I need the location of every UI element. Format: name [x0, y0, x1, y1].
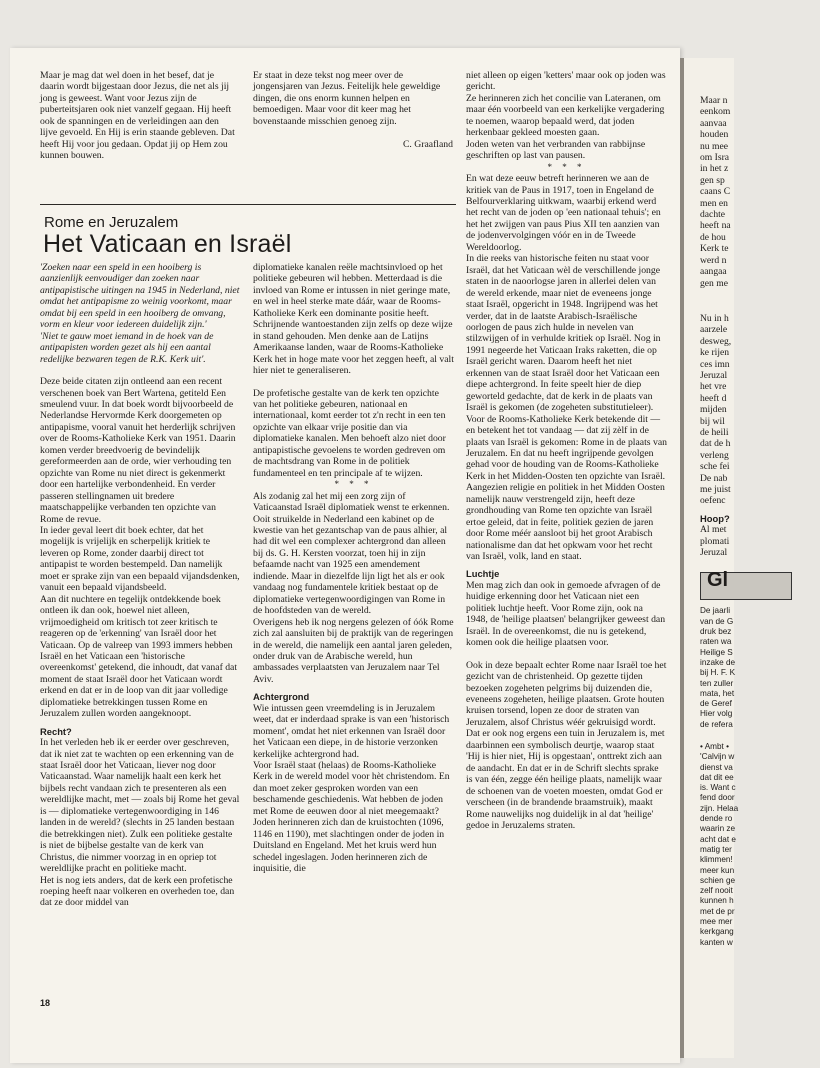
- signature: C. Graafland: [402, 139, 453, 151]
- next-page-line: van de G: [700, 616, 734, 626]
- next-page-line: ke rijen: [700, 347, 730, 359]
- next-page-text: [684, 58, 820, 948]
- next-page-block: [700, 606, 820, 730]
- paragraph: diplomatieke kanalen reële machtsinvloed op het politieke gebeuren wil hebben. Metterdaad is die invloed van Rome er intussen in niet geringe mate, en wel in heel sterke mate dáár, waar de Rooms-Katholieke Kerk een dominante positie heeft. Schrijnende wantoestanden zijn zelfs op deze wijze in stand gehouden. Men denke aan de Latijns Amerikaanse landen, waar de Rooms-Katholieke Kerk het in hoge mate voor het zeggen heeft, al valt hier niet te generaliseren.: [253, 262, 454, 377]
- article-title: Het Vaticaan en Israël: [43, 230, 292, 258]
- next-page-line: fend door: [700, 793, 735, 803]
- paragraph: In ieder geval leert dit boek echter, dat het mogelijk is vrijelijk en scherpelijk kritiek te leveren op Rome, zonder daarbij direct tot antipapist te worden bestempeld. Dan namelijk moet er sprake zijn van een bepaald vijandsdenken, vanuit een bepaald vijandsbeeld.: [40, 524, 240, 594]
- article-column-1: [40, 262, 240, 909]
- next-page-line: de hou: [700, 231, 726, 243]
- paragraph: Voor Israël staat (helaas) de Rooms-Katholieke Kerk in de wereld model voor hèt christendom. En dan moet zeker gesproken worden van een beschamende geschiedenis. Wat hebben de joden met Rome de eeuwen door al niet meegemaakt?: [253, 760, 450, 817]
- next-page-line: Al met: [700, 524, 727, 536]
- paragraph: Het is nog iets anders, dat de kerk een profetische roeping heeft naar volkeren en overheden toe, dan dat ze door middel van: [40, 874, 235, 909]
- next-page-line: het vre: [700, 381, 727, 393]
- next-page-line: men en: [700, 197, 728, 209]
- next-page-line: dat de h: [700, 438, 731, 450]
- next-page-line: heeft na: [700, 220, 731, 232]
- next-page-line: bij H. F. K: [700, 668, 736, 678]
- next-page-line: de refera: [700, 719, 733, 729]
- subheading: Achtergrond: [253, 691, 310, 703]
- next-page-line: Maar n: [700, 95, 728, 106]
- article-kicker: Rome en Jeruzalem: [44, 214, 179, 231]
- next-page-line: caans C: [700, 186, 731, 198]
- next-page-line: mee mer: [700, 917, 733, 927]
- paragraph: Aan dit nuchtere en tegelijk ontdekkende boek ontleen ik dan ook, hoewel niet alleen, vrijmoedigheid om kritisch tot zeer kritisch te reageren op de 'erkenning' van Israël door het Vaticaan. Op de valreep van 1993 immers hebben Israël en het Vaticaan een 'historische overeenkomst' getekend, die inhoudt, dat vanaf dat moment de staat Israël door het Vaticaan wordt erkend en dat er in de loop van dit jaar volledige diplomatieke betrekkingen tussen Rome en Jeruzalem zullen worden aangeknoopt.: [40, 593, 238, 720]
- next-page-line: heeft d: [700, 392, 727, 404]
- next-page-subheading: Hoop?: [700, 512, 730, 524]
- subheading: Recht?: [40, 725, 72, 737]
- next-page-line: de Geref: [700, 699, 732, 709]
- next-page-line: • Ambt •: [700, 742, 729, 751]
- next-page-line: mata, het: [700, 688, 735, 698]
- next-page-edge: [680, 58, 739, 1058]
- next-page-line: dachte: [700, 209, 726, 221]
- paragraph: niet alleen op eigen 'ketters' maar ook op joden was gericht.: [466, 70, 666, 93]
- next-page-line: 'Calvijn w: [700, 752, 735, 762]
- next-page-line: De jaarli: [700, 606, 731, 616]
- section-rule-left: [40, 204, 456, 205]
- paragraph: De profetische gestalte van de kerk ten opzichte van het politieke gebeuren, nationaal en internationaal, komt eerder tot z'n recht in een ten opzichte van elkaar vrije positie dan via diplomatieke kanalen. Men behoeft alzo niet door antipapistische gevoelens te worden gedreven om de machtsdrang van Rome in de politiek fundamenteel en ten principale af te wijzen.: [253, 387, 446, 479]
- next-page-line: aangaa: [700, 266, 727, 278]
- section-separator: * * *: [547, 161, 586, 172]
- next-page-line: meer kun: [700, 865, 735, 875]
- top-col2-text: Er staat in deze tekst nog meer over de jongensjaren van Jezus. Feitelijk hele geweldige dingen, die ons enorm kunnen helpen en bemoedigen. Maar voor dit keer mag het bovenstaande misschien genoeg zijn.: [253, 70, 441, 127]
- next-page-line: aanvaa: [700, 117, 727, 129]
- next-page-line: dende ro: [700, 814, 733, 824]
- next-page-line: schien ge: [700, 875, 736, 885]
- next-page-line: om Isra: [700, 152, 730, 164]
- article-column-2: [253, 262, 454, 875]
- next-page-line: De nab: [700, 472, 728, 484]
- next-page-line: houden: [700, 129, 729, 141]
- next-page-line: gen me: [700, 277, 728, 289]
- next-page-line: plomati: [700, 535, 730, 547]
- next-page-line: met de pr: [700, 906, 735, 916]
- next-page-line: werd n: [700, 254, 727, 266]
- paragraph: Als zodanig zal het mij een zorg zijn of Vaticaanstad Israël diplomatiek wenst te erkennen. Ooit struikelde in Nederland een kabinet op de kwestie van het gezantschap van de paus alhier, al had dit wel een complexer achtergrond dan alleen bij ds. G. H. Kersten voorzat, toen hij in zijn befaamde nacht van 1925 een amendement indiende. Maar in diezelfde lijn ligt het als er ook vandaag nog fundamentele kritiek bestaat op de diplomatieke vertegenwoordigingen van Rome in de hoofdsteden van de wereld.: [253, 490, 450, 617]
- next-page-line: raten wa: [700, 637, 732, 647]
- top-column-1: [40, 70, 235, 162]
- next-page-line: mijden: [700, 404, 727, 416]
- next-page-line: dat dit ee: [700, 772, 734, 782]
- next-page-block: [700, 95, 820, 289]
- next-page-line: Jeruzal: [700, 547, 728, 559]
- next-page-line: dienst va: [700, 762, 733, 772]
- next-page-line: eenkom: [700, 106, 731, 118]
- next-page-line: gen sp: [700, 174, 725, 186]
- subheading: Luchtje: [466, 568, 500, 580]
- paragraph: Men mag zich dan ook in gemoede afvragen of de huidige erkenning door het Vaticaan niet een politiek luchtje heeft. Voor Rome zijn, ook na 1948, de 'heilige plaatsen' belangrijker geweest dan Israël. In de overeenkomst, die nu is getekend, komen ook die heilige plaatsen voor.: [466, 579, 666, 649]
- next-page-line: sche fei: [700, 461, 730, 473]
- paragraph: Overigens heb ik nog nergens gelezen of óók Rome zich zal aansluiten bij de praktijk van de regeringen in de wereld, die namelijk een aantal jaren geleden, onder druk van de Arabische wereld, hun ambassades verplaatsten van Jeruzalem naar Tel Aviv.: [253, 616, 454, 685]
- paragraph: In die reeks van historische feiten nu staat voor Israël, dat het Vaticaan wèl de verschillende jonge staten in de naoorlogse jaren in allerlei delen van de wereld erkende, maar niet de eveneens jonge staat Israël, opgericht in 1948. Ingrijpend was het verder, dat in de laatste Arabisch-Israëlische oorlogen de paus zich hulde in nevelen van stilzwijgen of in verhulde kritiek op Israël. Nog in 1991 negeerde het Vaticaan Iraks raketten, die op Israël gericht waren. Daarom heeft het niet erkennen van de staat Israël door het Vaticaan een diepe achtergrond. In feite speelt hier de diep geworteld gedachte, dat de kerk in de plaats van Israël is gekomen (de zogeheten substitutieleer). Voor de Rooms-Katholieke Kerk betekende dit — en betekent het tot vandaag — dat zij zèlf in de plaats van Israël is gekomen: Rome in de plaats van Jeruzalem. En dat nu heeft ingrijpende gevolgen gehad voor de houding van de Rooms-Katholieke Kerk in het Midden-Oosten ten opzichte van Israël. Aangezien religie en politiek in het Midden Oosten namelijk nauw verstrengeld zijn, heeft deze grondhouding van Rome ten opzichte van Israël ertoe geleid, dat in feite, politiek gezien de jaren door Rome méér aansloot bij het groot Arabisch nationalisme dan dat het opkwam voor het recht van Israël, volk, land en staat.: [466, 253, 667, 563]
- next-page-line: Kerk te: [700, 243, 729, 255]
- next-page-line: me juist: [700, 484, 731, 495]
- paragraph: En wat deze eeuw betreft herinneren we aan de kritiek van de Paus in 1917, toen in Engeland de Belfourverklaring uitkwam, waarbij erkend werd het recht van de joden op 'een nationaal tehuis'; en het het zwijgen van paus Pius XII ten aanzien van de jodenvervolgingen vóór en in de Tweede Wereldoorlog.: [466, 173, 661, 253]
- article-column-3: [466, 70, 667, 831]
- paragraph: Ook in deze bepaalt echter Rome naar Israël toe het gezicht van de christenheid. Op gezette tijden bezoeken zogeheten pelgrims bij duizenden die, eveneens zogeheten, heilige plaatsen. Grote houten kruisen torsend, lopen ze door de straten van Jeruzalem, alsof Christus wéér gekruisigd wordt. Dat er ook nog ergens een tuin in Jeruzalem is, met daarbinnen een symbolisch deurtje, waarop staat 'Hij is hier niet, Hij is opgestaan', onttrekt zich aan de aandacht. En dat er in de Schrift slechts sprake is van één, zegge één heilige plaats, namelijk waar de schoenen van de voeten moesten, omdat God er verscheen (in de brandende braamstruik), maakt Rome nauwelijks nog duidelijk in al dat 'heilige' gedoe in Jeruzalems straten.: [466, 659, 667, 831]
- next-page-line: desweg,: [700, 335, 732, 347]
- top-column-2: [253, 70, 453, 151]
- next-page-line: acht dat e: [700, 834, 736, 844]
- next-page-block: [700, 742, 820, 948]
- next-page-line: in het z: [700, 163, 729, 175]
- next-page-line: kanten w: [700, 937, 733, 947]
- box-letters: Gl: [707, 569, 729, 592]
- paragraph: Joden weten van het verbranden van rabbijnse geschriften op last van pausen.: [466, 138, 646, 162]
- next-page-line: zelf nooit: [700, 886, 733, 896]
- next-page-line: matig ter: [700, 844, 732, 854]
- next-page-line: klimmen!: [700, 855, 733, 865]
- next-page-line: druk bez: [700, 627, 732, 637]
- paragraph: Wie intussen geen vreemdeling is in Jeruzalem weet, dat er inderdaad sprake is van een 'historisch moment', omdat het niet erkennen van Israël door het Vaticaan een diepe, in de historie verzonken kerkelijke achtergrond had.: [253, 702, 450, 760]
- next-page-line: oefenc: [700, 495, 726, 507]
- next-page-line: is. Want c: [700, 783, 736, 793]
- next-page-line: verleng: [700, 449, 729, 461]
- paragraph: Joden herinneren zich dan de kruistochten (1096, 1146 en 1190), met slachtingen onder de joden in Duitsland en Engeland. Met het kruis werd hun schedel ingeslagen. Joden herinneren zich de inquisitie, die: [253, 817, 445, 875]
- next-page-line: ten zuller: [700, 678, 734, 688]
- next-page-line: Hier volg: [700, 709, 733, 719]
- next-page-line: Heilige S: [700, 647, 733, 657]
- paragraph: Ze herinneren zich het concilie van Lateranen, om maar één voorbeeld van een kerkelijke vergadering te noemen, waarop bepaald werd, dat joden herkenbaar gekleed moesten gaan.: [466, 92, 665, 139]
- next-page-line: zijn. Helaa: [700, 803, 739, 813]
- next-page-line: kunnen h: [700, 896, 734, 906]
- next-page-line: bij wil: [700, 415, 725, 427]
- next-page-line: waarin ze: [700, 824, 736, 834]
- next-page-line: kerkgang: [700, 927, 734, 937]
- page-number: 18: [40, 998, 51, 1008]
- next-page-block: [700, 524, 820, 558]
- next-page-box: [700, 569, 792, 600]
- next-page-line: aarzele: [700, 324, 728, 336]
- intro-quote: 'Zoeken naar een speld in een hooiberg is aanzienlijk eenvoudiger dan zoeken naar antipapistische uitingen na 1945 in Nederland, niet omdat het antipapisme zo weinig voorkomt, maar omdat bij een speld in een hooiberg de omvang, vorm en kleur voor iedereen duidelijk zijn.': [40, 262, 240, 331]
- section-separator: * * *: [334, 479, 373, 490]
- next-page-line: Jeruzal: [700, 369, 728, 381]
- next-page-line: Nu in h: [700, 312, 729, 324]
- paragraph: In het verleden heb ik er eerder over geschreven, dat ik niet zat te wachten op een erkenning van de staat Israël door het Vaticaan, liever nog door Vaticaanstad. Waar namelijk haalt een kerk het bijbels recht vandaan zich te presenteren als een wereldlijke macht, met — zoals bij Rome het geval is — diplomatieke vertegenwoordiging in 146 landen in de wereld? (slechts in 25 landen bestaan die betrekkingen niet). Zulk een politieke gestalte is niet de bijbelse gestalte van de kerk van Christus, die nimmer voorzag in en opriep tot wereldlijke pracht en politieke macht.: [40, 737, 240, 875]
- next-page-line: ces imn: [700, 358, 730, 370]
- paragraph: Deze beide citaten zijn ontleend aan een recent verschenen boek van Bert Wartena, getiteld Een smeulend vuur. In dat boek wordt bijvoorbeeld de Nederlandse Hervormde Kerk doorgemeten op antipapisme, vooral vanuit het herderlijk schrijven over de Rooms-Katholieke Kerk van 1951. Daarin komen verder breedvoerig de bevindelijk gereformeerden aan de orde, wier verhouding ten opzichte van Rome nu niet direct is gekenmerkt door een hartelijke verbondenheid. En verder passeren stellingnamen uit bredere maatschappelijke verbanden ten opzichte van Rome de revue.: [40, 376, 236, 525]
- next-page-line: nu mee: [700, 140, 728, 152]
- next-page-line: de heili: [700, 426, 729, 438]
- intro-quote: 'Niet te gauw moet iemand in de hoek van de antipapisten worden gezet als hij een aantal redelijke bezwaren tegen de R.K. Kerk uit'.: [40, 330, 214, 365]
- top-col1-text: Maar je mag dat wel doen in het besef, dat je daarin wordt bijgestaan door Jezus, die net als jij jong is geweest. Want voor Jezus zijn de puberteitsjaren ook niet vanzelf gegaan. Hij heeft ook de spanningen en de verleidingen aan den lijve gevoeld. En Hij is erin staande gebleven. Dat heeft Hij voor jou gedaan. Opdat jij op Hem zou kunnen bouwen.: [40, 70, 235, 162]
- next-page-block: [700, 313, 820, 507]
- next-page-line: inzake de: [700, 657, 736, 667]
